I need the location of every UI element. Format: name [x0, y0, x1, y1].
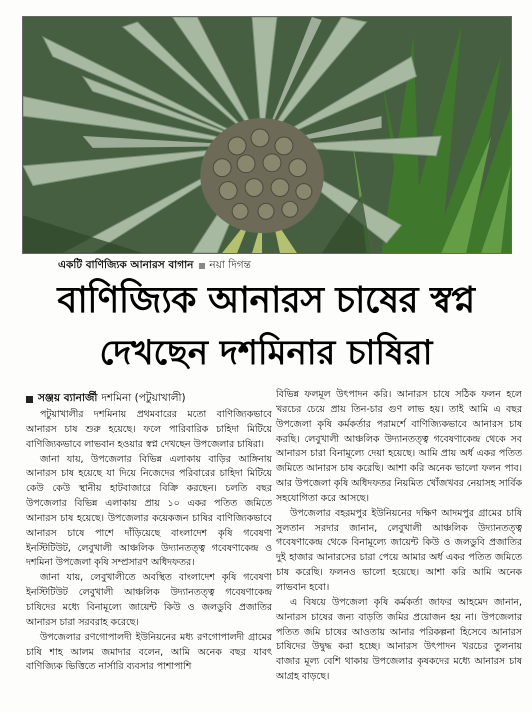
headline-line-1: বাণিজ্যিক আনারস চাষের স্বপ্ন: [57, 280, 475, 321]
dateline-location: দশমিনা (পটুয়াখালী): [101, 391, 186, 404]
article-paragraph: উপজেলার রণগোপালদী ইউনিয়নের মধ্য রণগোপালদী গ্রামের চাষি শাহ আলম জমাদার বলেন, আমি অনেক বছর যাবৎ বাণিজ্যিক ভিত্তিতে নার্সারি ব্যবসার পাশাপাশি: [26, 631, 272, 673]
article-column-right: [276, 388, 522, 704]
reporter-name: সঞ্জয় ব্যানার্জী: [38, 391, 98, 404]
article-paragraph: বিভিন্ন ফলমূল উৎপাদন করি। আনারস চাষে সঠিক ফলন হলে খরচের চেয়ে প্রায় তিন-চার গুণ লাভ হয়। তাই আমি এ বছর উপজেলা কৃষি কর্মকর্তার পরামর্শে বাণিজ্যিকভাবে আনারস চাষ করছি। লেবুখালী আঞ্চলিক উদ্যানতত্ত্ব গবেষণাকেন্দ্র থেকে সব আনারস চারা বিনামূল্যে দেয়া হয়েছে। আমি প্রায় অর্ধ একর পতিত জমিতে আনারস চাষ করেছি। আশা করি অনেক ভালো ফলন পাব। আর উপজেলা কৃষি অধিদফতর নিয়মিত খোঁজখবর নেয়াসহ সার্বিক সহযোগিতা করে আসছে।: [276, 389, 522, 504]
article-paragraph: এ বিষয়ে উপজেলা কৃষি কর্মকর্তা জাফর আহমেদ জানান, আনারস চাষের জন্য বাড়তি জমির প্রয়োজন হয় না। উপজেলার পতিত জমি চাষের আওতায় আনার পরিকল্পনা হিসেবে আনারস চাষিদের উদ্বুদ্ধ করা হচ্ছে। আনারস উৎপাদন খরচের তুলনায় বাজার মূল্য বেশি থাকায় উপজেলার কৃষকদের মধ্যে আনারস চাষ আগ্রহ বাড়ছে।: [276, 596, 522, 683]
article-paragraph: জানা যায়, লেবুখালীতে অবস্থিত বাংলাদেশ কৃষি গবেষণা ইনস্টিটিউট লেবুখালী আঞ্চলিক উদ্যানতত্ত্ব গবেষণাকেন্দ্র চাষিদের মধ্যে বিনামূল্যে জায়েন্ট কিউ ও জলডুবি প্রজাতির আনারস চারা সরবরাহ করেছে।: [26, 572, 272, 628]
article-paragraph: জানা যায়, উপজেলার বিভিন্ন এলাকায় বাড়ির আঙ্গিনায় আনারস চাষ হয়েছে যা দিয়ে নিজেদের পরিবারের চাহিদা মিটিয়ে কেউ কেউ স্থানীয় হাটবাজারে বিক্রি করছেন। চলতি বছর উপজেলার বিভিন্ন এলাকায় প্রায় ১০ একর পতিত জমিতে আনারস চাষ হয়েছে। উপজেলার কয়েকজন চাষির বাণিজ্যিকভাবে আনারস চাষে পাশে দাঁড়িয়েছে বাংলাদেশ কৃষি গবেষণা ইনস্টিটিউট, লেবুখালী আঞ্চলিক উদ্যানতত্ত্ব গবেষণাকেন্দ্র ও দশমিনা উপজেলা কৃষি সম্প্রসারণ অধিদফতর।: [26, 453, 272, 569]
pineapple-photo-illustration: [23, 17, 511, 253]
byline: [26, 390, 272, 408]
byline-bullet-icon: [26, 396, 33, 403]
article-paragraph: পটুয়াখালীর দশমিনায় প্রথমবারের মতো বাণিজ্যিকভাবে আনারস চাষ শুরু হয়েছে। ফলে পারিবারিক চাহিদা মিটিয়ে বাণিজ্যিকভাবে লাভবান হওয়ার স্বপ্ন দেখছেন উপজেলার চাষিরা।: [26, 409, 272, 450]
credit-square-icon: [199, 263, 205, 269]
photo-caption: [58, 258, 508, 274]
headline-line-2: দেখছেন দশমিনার চাষিরা: [99, 333, 433, 373]
article-paragraph: উপজেলার বহরমপুর ইউনিয়নের দক্ষিণ আদমপুর গ্রামের চাষি সুলতান সরদার জানান, লেবুখালী আঞ্চলিক উদ্যানতত্ত্ব গবেষণাকেন্দ্র থেকে বিনামূল্যে জায়েন্ট কিউ ও জলডুবি প্রজাতির দুই হাজার আনারসের চারা পেয়ে আমার অর্ধ একর পতিত জমিতে চাষ করেছি। ফলনও ভালো হয়েছে। আশা করি আমি অনেক লাভবান হবো।: [276, 507, 522, 593]
photo-credit: নয়া দিগন্ত: [209, 258, 251, 271]
article-column-left: [26, 408, 272, 704]
pineapple-plant-photo: [22, 16, 512, 254]
caption-text: একটি বাণিজ্যিক আনারস বাগান: [58, 258, 194, 271]
